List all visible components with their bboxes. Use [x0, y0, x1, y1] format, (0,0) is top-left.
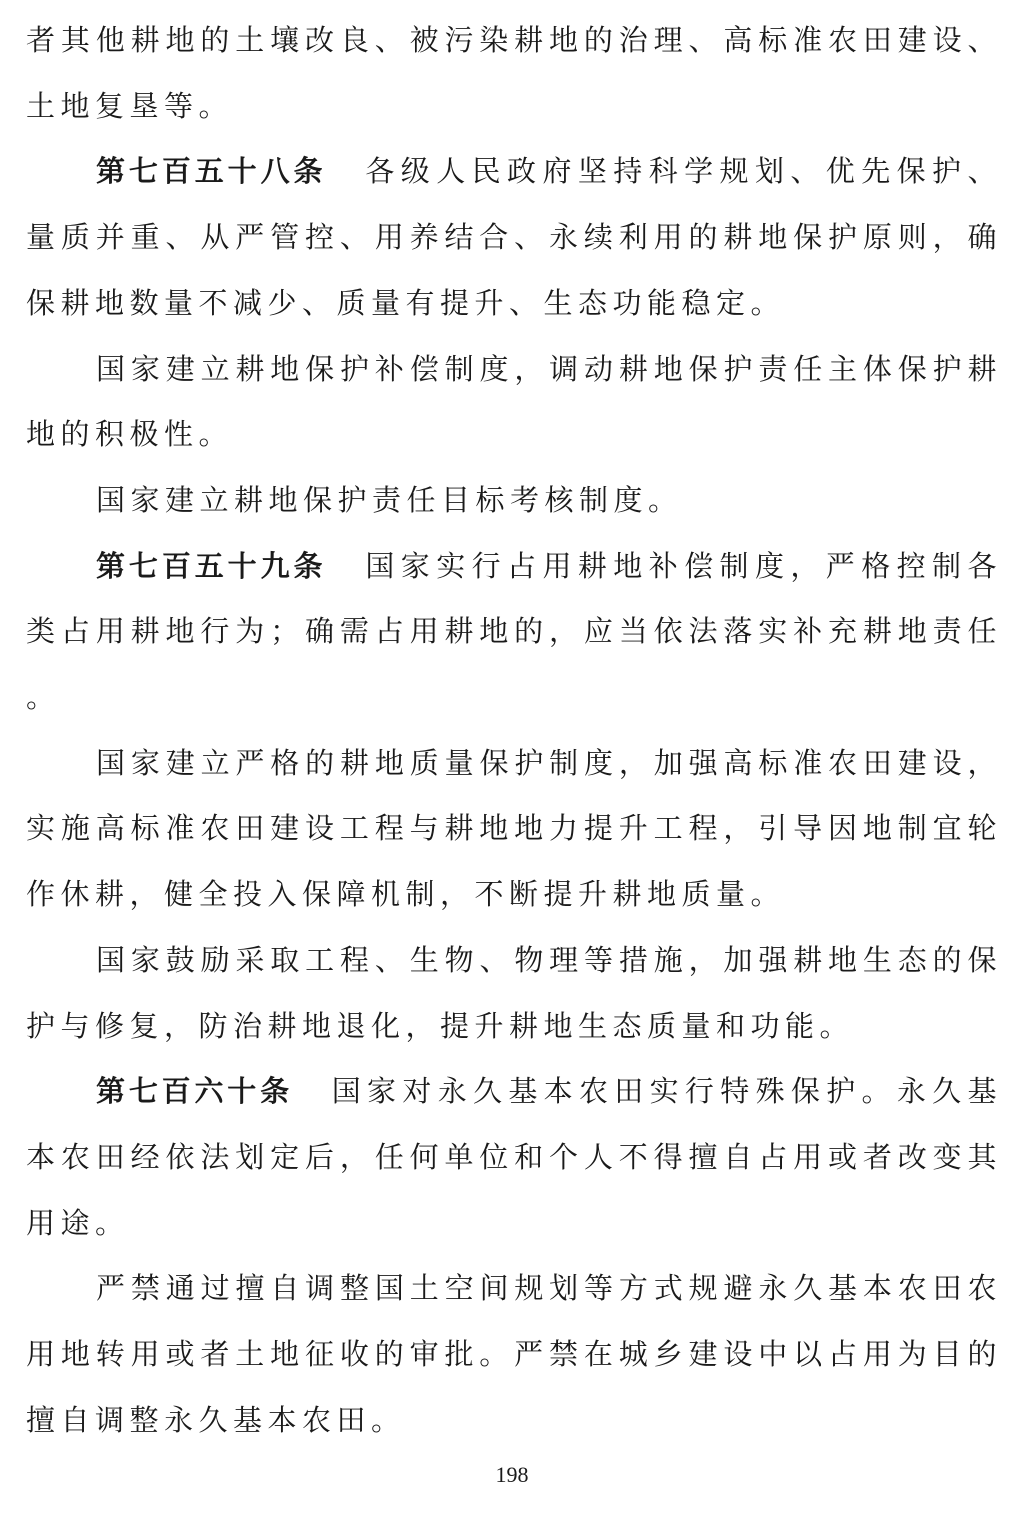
- paragraph-text: 国家实行占用耕地补偿制度，严格控制各类占用耕地行为；确需占用耕地的，应当依法落实补充耕地责任。: [26, 548, 1002, 715]
- article-number: 第七百六十条: [96, 1074, 293, 1109]
- article-number: 第七百五十八条: [96, 154, 327, 189]
- article-760-paragraph: [26, 1059, 1002, 1256]
- paragraph-text: 严禁通过擅自调整国土空间规划等方式规避永久基本农田农用地转用或者土地征收的审批。严禁在城乡建设中以占用为目的擅自调整永久基本农田。: [26, 1271, 1002, 1437]
- paragraph-text: 国家建立耕地保护补偿制度，调动耕地保护责任主体保护耕地的积极性。: [26, 351, 1002, 452]
- body-text: [26, 8, 1002, 1453]
- article-759-paragraph: [26, 534, 1002, 731]
- paragraph: [26, 731, 1002, 928]
- paragraph: [26, 928, 1002, 1059]
- page-number: 198: [495, 1462, 529, 1487]
- paragraph-text: 国家建立严格的耕地质量保护制度，加强高标准农田建设，实施高标准农田建设工程与耕地地力提升工程，引导因地制宜轮作休耕，健全投入保障机制，不断提升耕地质量。: [26, 745, 1002, 912]
- article-758-paragraph: [26, 139, 1002, 336]
- paragraph-text: 国家建立耕地保护责任目标考核制度。: [96, 482, 683, 517]
- paragraph-text: 国家鼓励采取工程、生物、物理等措施，加强耕地生态的保护与修复，防治耕地退化，提升耕地生态质量和功能。: [26, 942, 1002, 1043]
- paragraph: [26, 1256, 1002, 1453]
- paragraph: [26, 337, 1002, 468]
- paragraph-text: 国家对永久基本农田实行特殊保护。永久基本农田经依法划定后，任何单位和个人不得擅自占用或者改变其用途。: [26, 1074, 1002, 1240]
- paragraph-text: 者其他耕地的土壤改良、被污染耕地的治理、高标准农田建设、土地复垦等。: [26, 23, 1002, 123]
- paragraph-continuation: [26, 8, 1002, 139]
- article-number: 第七百五十九条: [96, 548, 327, 583]
- paragraph-text: 各级人民政府坚持科学规划、优先保护、量质并重、从严管控、用养结合、永续利用的耕地保护原则，确保耕地数量不减少、质量有提升、生态功能稳定。: [26, 154, 1002, 320]
- paragraph: [26, 468, 1002, 534]
